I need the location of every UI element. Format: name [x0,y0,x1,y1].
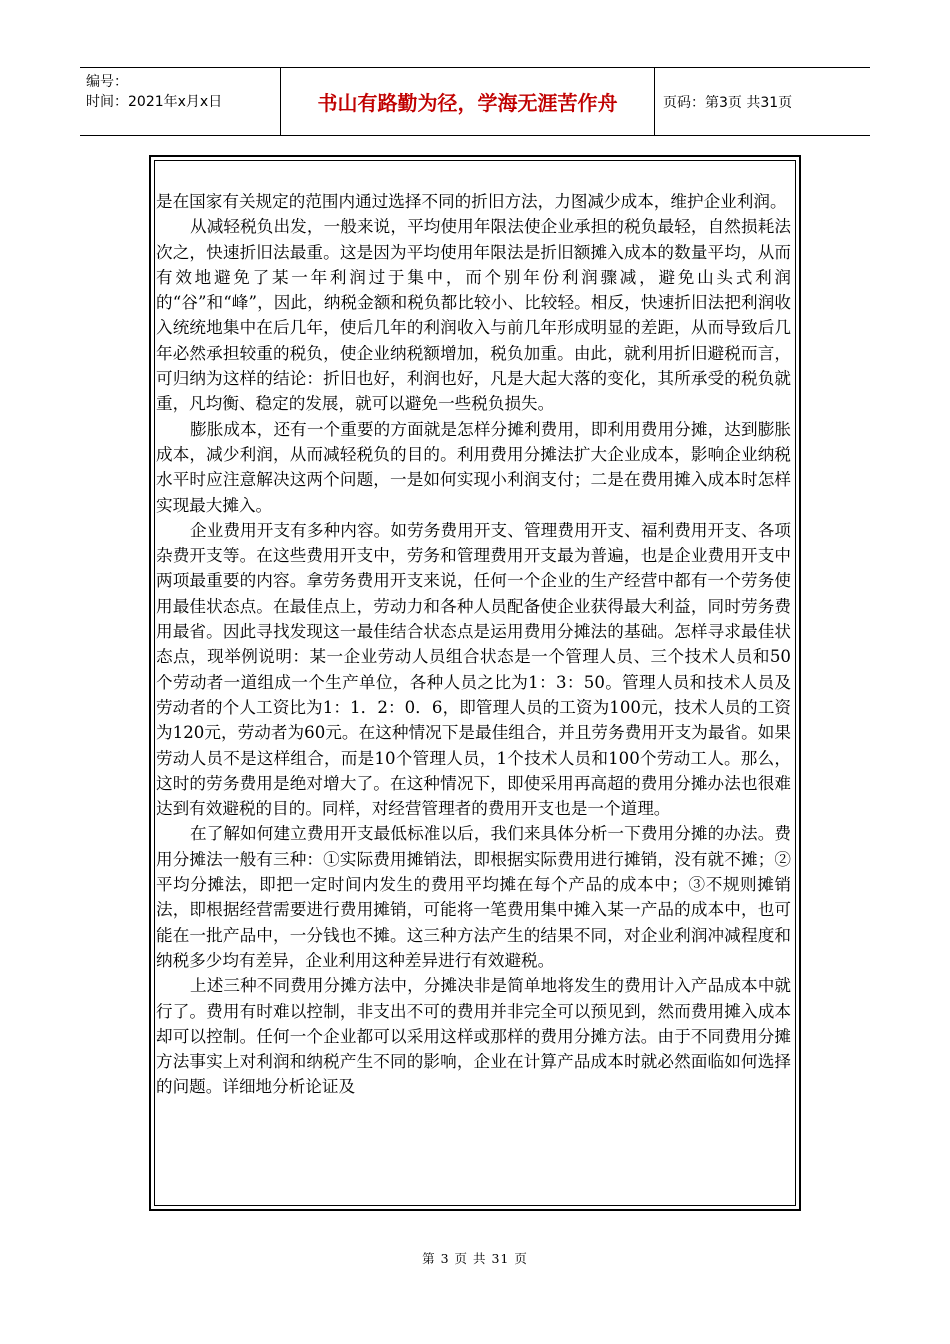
paragraph: 从减轻税负出发，一般来说，平均使用年限法使企业承担的税负最轻，自然损耗法次之，快速折旧法最重。这是因为平均使用年限法是折旧额摊入成本的数量平均，从而有效地避免了某一年利润过于集中，而个别年份利润骤减，避免山头式利润的“谷”和“峰”，因此，纳税金额和税负都比较小、比较轻。相反，快速折旧法把利润收入统统地集中在后几年，使后几年的利润收入与前几年形成明显的差距，从而导致后几年必然承担较重的税负，使企业纳税额增加，税负加重。由此，就利用折旧避税而言，可归纳为这样的结论：折旧也好，利润也好，凡是大起大落的变化，其所承受的税负就重，凡均衡、稳定的发展，就可以避免一些税负损失。 [156,217,791,414]
paragraph: 企业费用开支有多种内容。如劳务费用开支、管理费用开支、福利费用开支、各项杂费开支等。在这些费用开支中，劳务和管理费用开支最为普遍，也是企业费用开支中两项最重要的内容。拿劳务费用开支来说，任何一个企业的生产经营中都有一个劳务使用最佳状态点。在最佳点上，劳动力和各种人员配备使企业获得最大利益，同时劳务费用最省。因此寻找发现这一最佳结合状态点是运用费用分摊法的基础。怎样寻求最佳状态点，现举例说明：某一企业劳动人员组合状态是一个管理人员、三个技术人员和50个劳动者一道组成一个生产单位，各种人员之比为1：3：50。管理人员和技术人员及劳动者的个人工资比为1：1．2：0．6，即管理人员的工资为100元，技术人员的工资为120元，劳动者为60元。在这种情况下是最佳组合，并且劳务费用开支为最省。如果劳动人员不是这样组合，而是10个管理人员，1个技术人员和100个劳动工人。那么，这时的劳务费用是绝对增大了。在这种情况下，即使采用再高超的费用分摊办法也很难达到有效避税的目的。同样，对经营管理者的费用开支也是一个道理。 [156,520,791,819]
paragraph: 膨胀成本，还有一个重要的方面就是怎样分摊利费用，即利用费用分摊，达到膨胀成本，减少利润，从而减轻税负的目的。利用费用分摊法扩大企业成本，影响企业纳税水平时应注意解决这两个问题，一是如何实现小利润支付；二是在费用摊入成本时怎样实现最大摊入。 [156,419,791,515]
content-frame [149,155,801,1211]
header-meta [80,68,281,135]
paragraph: 上述三种不同费用分摊方法中，分摊决非是简单地将发生的费用计入产品成本中就行了。费用有时难以控制，非支出不可的费用并非完全可以预见到，然而费用摊入成本却可以控制。任何一个企业都可以采用这样或那样的费用分摊方法。由于不同费用分摊方法事实上对利润和纳税产生不同的影响，企业在计算产品成本时就必然面临如何选择的问题。详细地分析论证及 [156,976,791,1097]
serial-number-label: 编号： [86,74,128,90]
date-label: 时间：2021年x月x日 [86,94,223,110]
paragraph: 是在国家有关规定的范围内通过选择不同的折旧方法，力图减少成本，维护企业利润。 [156,192,787,211]
content-body [154,160,796,1206]
header-motto: 书山有路勤为径，学海无涯苦作舟 [281,68,655,135]
page-footer: 第 3 页 共 31 页 [422,1251,528,1266]
header-page-number: 页码：第3页 共31页 [663,94,793,111]
paragraph: 在了解如何建立费用开支最低标准以后，我们来具体分析一下费用分摊的办法。费用分摊法一般有三种：①实际费用摊销法，即根据实际费用进行摊销，没有就不摊；②平均分摊法，即把一定时间内发生的费用平均摊在每个产品的成本中；③不规则摊销法，即根据经营需要进行费用摊销，可能将一笔费用集中摊入某一产品的成本中，也可能在一批产品中，一分钱也不摊。这三种方法产生的结果不同，对企业利润冲减程度和纳税多少均有差异，企业利用这种差异进行有效避税。 [156,824,791,970]
page-header [80,67,870,136]
